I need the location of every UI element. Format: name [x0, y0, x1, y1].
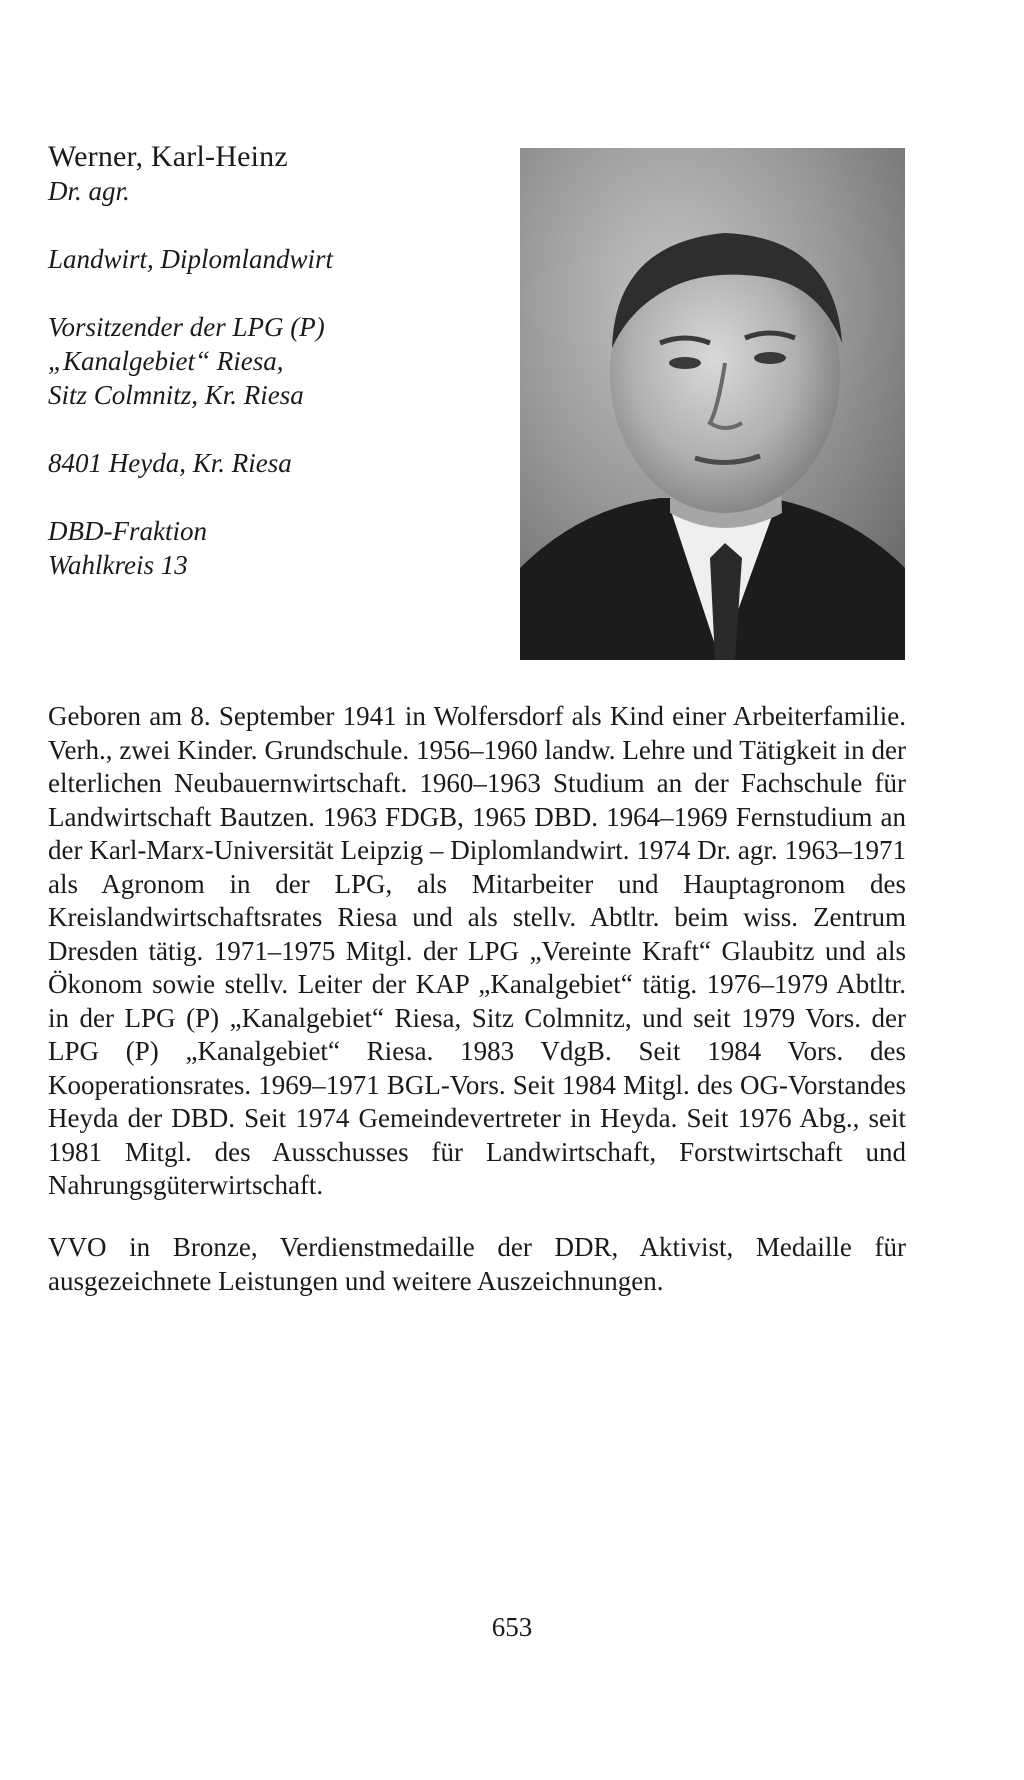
- profession: Landwirt, Diplomlandwirt: [48, 244, 334, 274]
- entry-header: [48, 140, 488, 582]
- person-name: Werner, Karl-Heinz: [48, 140, 288, 173]
- address: 8401 Heyda, Kr. Riesa: [48, 448, 292, 478]
- position-line: Vorsitzender der LPG (P): [48, 312, 325, 342]
- constituency: Wahlkreis 13: [48, 550, 188, 580]
- portrait-illustration: [520, 148, 905, 660]
- biography-text: Geboren am 8. September 1941 in Wolfersdorf als Kind einer Arbeiterfamilie. Verh., zwei Kinder. Grundschule. 1956–1960 landw. Lehre und Tätigkeit in der elterlichen Neubauernwirtschaft. 1960–1963 Studium an der Fachschule für Landwirtschaft Bautzen. 1963 FDGB, 1965 DBD. 1964–1969 Fernstudium an der Karl-Marx-Universität Leipzig – Diplomlandwirt. 1974 Dr. agr. 1963–1971 als Agronom in der LPG, als Mitarbeiter und Hauptagronom des Kreislandwirtschaftsrates Riesa und als stellv. Abtltr. beim wiss. Zentrum Dresden tätig. 1971–1975 Mitgl. der LPG „Vereinte Kraft“ Glaubitz und als Ökonom sowie stellv. Leiter der KAP „Kanalgebiet“ tätig. 1976–1979 Abtltr. in der LPG (P) „Kanalgebiet“ Riesa, Sitz Colmnitz, und seit 1979 Vors. der LPG (P) „Kanalgebiet“ Riesa. 1983 VdgB. Seit 1984 Vors. des Kooperationsrates. 1969–1971 BGL-Vors. Seit 1984 Mitgl. des OG-Vorstandes Heyda der DBD. Seit 1974 Gemeindevertreter in Heyda. Seit 1976 Abg., seit 1981 Mitgl. des Ausschusses für Landwirtschaft, Forstwirtschaft und Nahrungsgüterwirtschaft.: [48, 701, 906, 1200]
- position-line: „Kanalgebiet“ Riesa,: [48, 346, 284, 376]
- portrait-photo: [520, 148, 905, 660]
- academic-title: Dr. agr.: [48, 176, 130, 206]
- page-number: 653: [491, 1612, 533, 1642]
- faction: DBD-Fraktion: [48, 516, 207, 546]
- position-line: Sitz Colmnitz, Kr. Riesa: [48, 380, 304, 410]
- awards-text: VVO in Bronze, Verdienstmedaille der DDR, Aktivist, Medaille für ausgezeichnete Leistungen und weitere Auszeichnungen.: [48, 1232, 906, 1296]
